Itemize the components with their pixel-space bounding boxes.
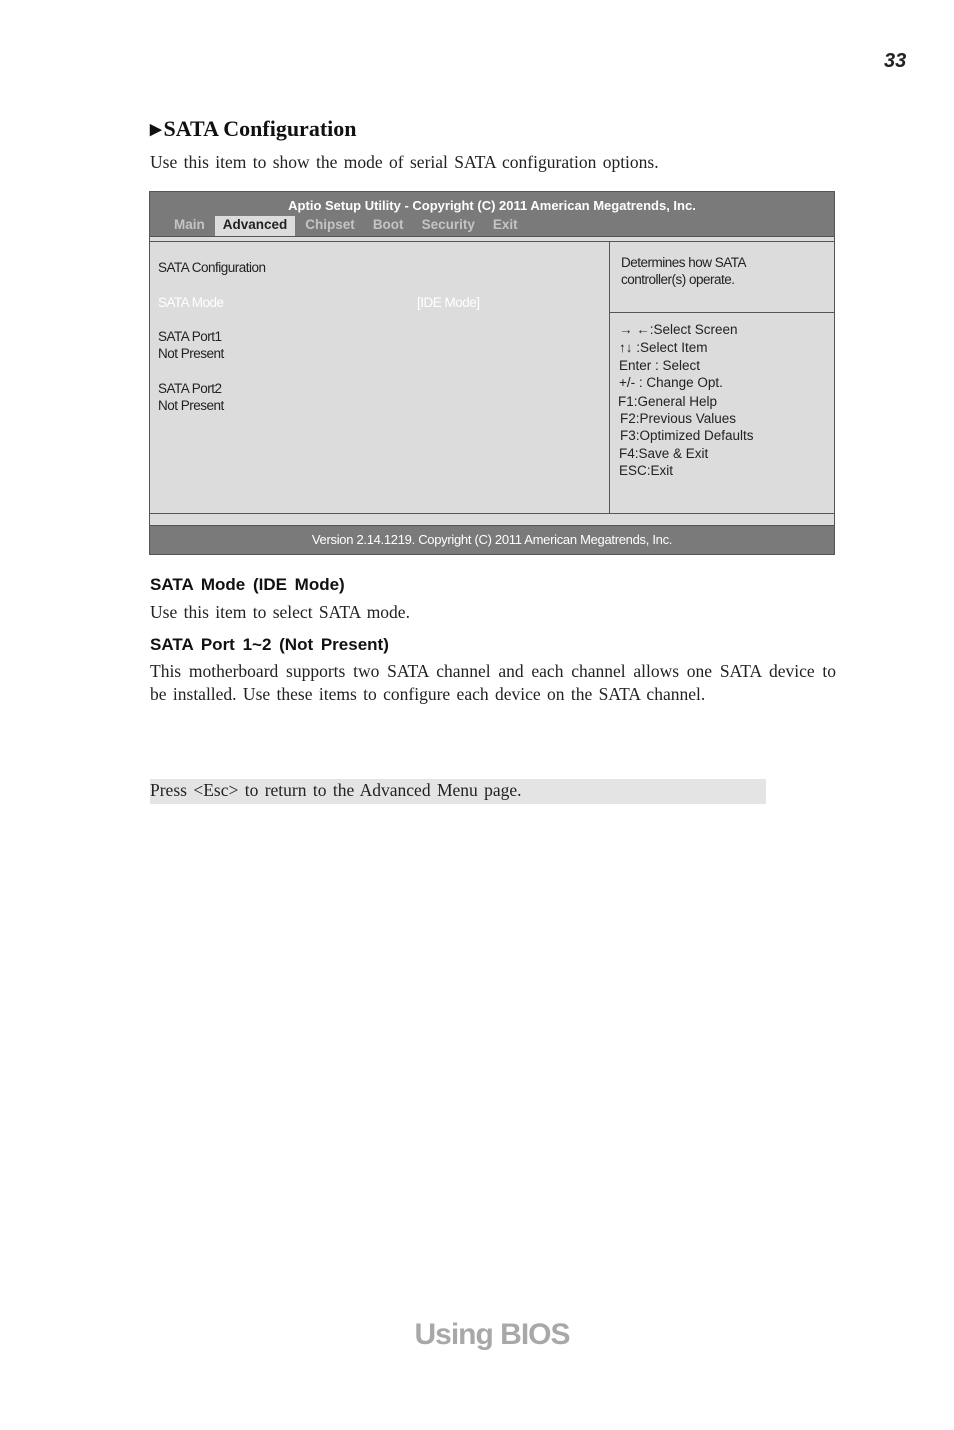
section-intro: Use this item to show the mode of serial SATA configuration options.: [150, 152, 659, 172]
key-hint-enter: Enter : Select: [619, 358, 701, 373]
bios-footer: [150, 526, 834, 554]
footer-title: Using BIOS: [414, 1318, 570, 1351]
settings-heading: SATA Configuration: [158, 260, 266, 275]
bios-divider: [150, 236, 834, 237]
section-title: [150, 116, 357, 142]
sata-mode-label[interactable]: SATA Mode: [158, 295, 224, 310]
triangle-right-icon: ▶: [150, 122, 162, 138]
key-hint-f4: F4:Save & Exit: [619, 446, 709, 461]
key-hint-select-screen: → ←:Select Screen: [619, 322, 738, 337]
sata-port-text: This motherboard supports two SATA channel and each channel allows one SATA device to be installed. Use these items to configure each device on the SATA channel.: [150, 661, 836, 704]
bios-help-panel: [610, 242, 834, 512]
key-hint-esc: ESC:Exit: [619, 463, 674, 478]
sata-mode-value[interactable]: [IDE Mode]: [417, 295, 480, 310]
bios-header: [150, 192, 834, 236]
key-hint-select-item: ↑↓ :Select Item: [619, 340, 708, 355]
sata-mode-text: Use this item to select SATA mode.: [150, 602, 410, 622]
bios-title: Aptio Setup Utility - Copyright (C) 2011 American Megatrends, Inc.: [288, 198, 696, 213]
sata-port1-label: SATA Port1: [158, 329, 222, 344]
bios-settings-panel: [150, 242, 609, 512]
tab-boot[interactable]: Boot: [372, 217, 404, 232]
key-hint-f2: F2:Previous Values: [620, 411, 737, 426]
help-text-line: controller(s) operate.: [621, 272, 735, 287]
help-divider: [610, 312, 834, 313]
tab-main[interactable]: Main: [174, 217, 205, 232]
help-text-line: Determines how SATA: [621, 255, 747, 270]
key-hint-f3: F3:Optimized Defaults: [620, 428, 754, 443]
tab-exit[interactable]: Exit: [492, 217, 518, 232]
key-hint-f1: F1:General Help: [618, 394, 718, 409]
sata-port1-value: Not Present: [158, 346, 224, 361]
section-title-text: SATA Configuration: [163, 116, 357, 141]
sata-mode-heading: SATA Mode (IDE Mode): [150, 575, 345, 594]
bios-divider: [150, 513, 834, 514]
tab-security[interactable]: Security: [421, 217, 475, 232]
bios-version: Version 2.14.1219. Copyright (C) 2011 American Megatrends, Inc.: [311, 532, 673, 547]
sata-port2-value: Not Present: [158, 398, 224, 413]
tab-advanced[interactable]: Advanced: [215, 216, 296, 236]
bios-tab-bar: [166, 216, 528, 236]
bios-screen: [149, 191, 835, 555]
note-bar: [150, 779, 766, 804]
page-number: 33: [884, 50, 907, 72]
sata-port-heading: SATA Port 1~2 (Not Present): [150, 635, 389, 654]
tab-chipset[interactable]: Chipset: [305, 217, 355, 232]
key-hint-change-opt: +/- : Change Opt.: [619, 375, 723, 390]
note-text: Press <Esc> to return to the Advanced Menu page.: [150, 780, 522, 800]
sata-port2-label: SATA Port2: [158, 381, 222, 396]
